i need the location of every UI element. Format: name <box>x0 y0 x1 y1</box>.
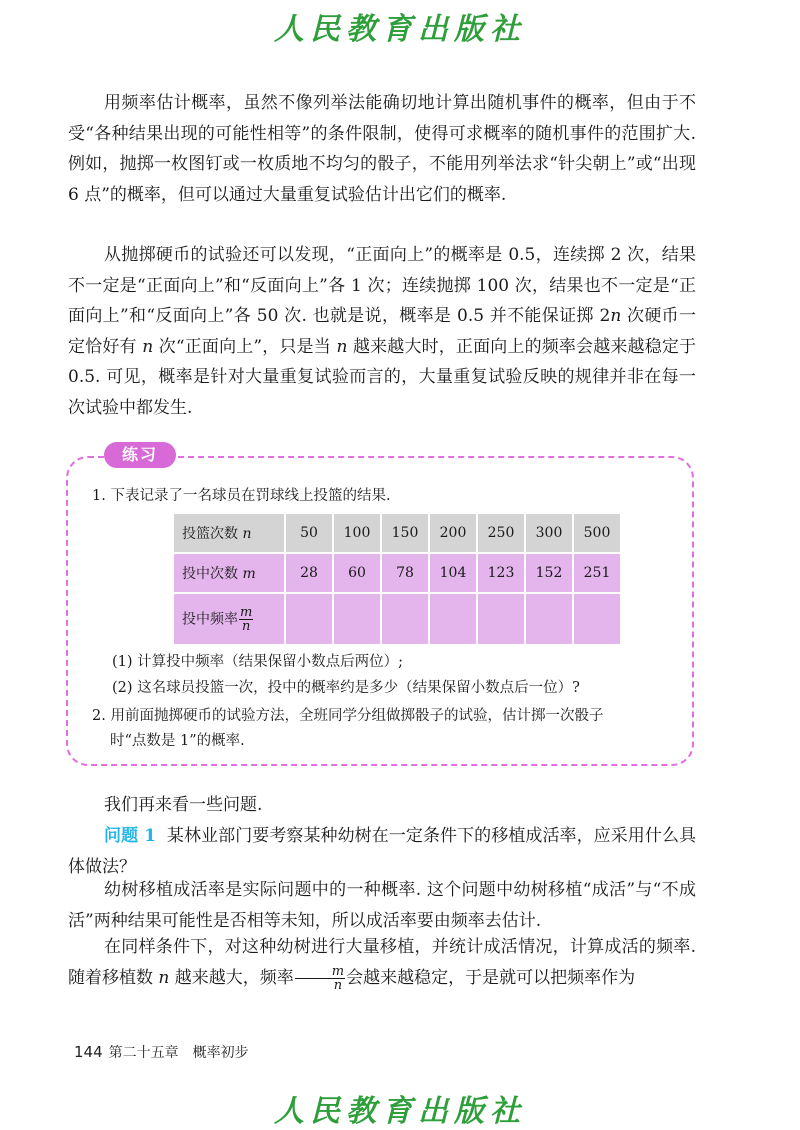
paragraph-transplant: 在同样条件下，对这种幼树进行大量移植，并统计成活情况，计算成活的频率. 随着移植数 n 越来越大，频率 $\frac{m}{n}$ 会越来越稳定，于是就可以把频率作为 <box>68 937 696 993</box>
publisher-logo-bottom: 人民教育出版社 <box>274 1094 526 1129</box>
frequency-cell <box>477 593 525 645</box>
frequency-cell <box>525 593 573 645</box>
shots-cell: 100 <box>333 513 381 553</box>
shots-cell: 250 <box>477 513 525 553</box>
chapter-label: 第二十五章 <box>108 1045 179 1061</box>
exercise-tag: 练习 <box>104 442 176 468</box>
frequency-cell <box>573 593 621 645</box>
frequency-cell <box>381 593 429 645</box>
row-label-hits: 投中次数 m <box>173 553 285 593</box>
chapter-title: 概率初步 <box>192 1045 249 1061</box>
table-row-hits <box>173 553 621 593</box>
hits-cell: 123 <box>477 553 525 593</box>
problem-1: 问题 1 某林业部门要考察某种幼树在一定条件下的移植成活率，应采用什么具体做法？ <box>68 826 697 877</box>
table-row-shots <box>173 513 621 553</box>
frequency-cell <box>333 593 381 645</box>
exercise-question-1: 1. 下表记录了一名球员在罚球线上投篮的结果. <box>92 488 391 504</box>
hits-cell: 28 <box>285 553 333 593</box>
shots-cell: 500 <box>573 513 621 553</box>
shots-cell: 300 <box>525 513 573 553</box>
page-footer <box>74 1042 249 1062</box>
hits-cell: 104 <box>429 553 477 593</box>
paragraph-survival-rate: 幼树移植成活率是实际问题中的一种概率. 这个问题中幼树移植“成活”与“不成活”两种结果可能性是否相等未知，所以成活率要由频率去估计. <box>68 880 696 931</box>
paragraph-coin-toss: 从抛掷硬币的试验还可以发现，“正面向上”的概率是 0.5，连续掷 2 次，结果不一定是“正面向上”和“反面向上”各 1 次；连续抛掷 100 次，结果也不一定是“正面向上”和“反面向上”各 50 次. 也就是说，概率是 0.5 并不能保证掷 2n 次硬币一定恰好有 n 次“正面向上”，只是当 n 越来越大时，正面向上的频率会越来越稳定于 0.5. 可见，概率是针对大量重复试验而言的，大量重复试验反映的规律并非在每一次试验中都发生. <box>68 245 697 418</box>
fraction-m-over-n: $\frac{m}{n}$ <box>240 604 253 634</box>
frequency-cell <box>285 593 333 645</box>
paragraph-frequency-estimate: 用频率估计概率，虽然不像列举法能确切地计算出随机事件的概率，但由于不受“各种结果出现的可能性相等”的条件限制，使得可求概率的随机事件的范围扩大. 例如，抛掷一枚图钉或一枚质地不均匀的骰子，不能用列举法求“针尖朝上”或“出现 6 点”的概率，但可以通过大量重复试验估计出它们的概率. <box>68 93 696 205</box>
hits-cell: 251 <box>573 553 621 593</box>
exercise-question-1-part-1: (1) 计算投中频率（结果保留小数点后两位）; <box>112 654 404 670</box>
shots-cell: 150 <box>381 513 429 553</box>
hits-cell: 78 <box>381 553 429 593</box>
fraction-m-over-n-inline: $\frac{m}{n}$ <box>295 965 345 992</box>
frequency-cell <box>429 593 477 645</box>
hits-cell: 60 <box>333 553 381 593</box>
exercise-question-2: 2. 用前面抛掷硬币的试验方法，全班同学分组做掷骰子的试验，估计掷一次骰子 <box>92 708 604 724</box>
publisher-logo-top: 人民教育出版社 <box>274 12 526 47</box>
exercise-question-2-continued: 时“点数是 1”的概率. <box>110 733 245 749</box>
row-label-shots: 投篮次数 n <box>173 513 285 553</box>
shooting-table <box>172 512 622 646</box>
paragraph-more-problems: 我们再来看一些问题. <box>104 795 263 815</box>
exercise-question-1-part-2: (2) 这名球员投篮一次，投中的概率约是多少（结果保留小数点后一位）? <box>112 680 580 696</box>
page-number: 144 <box>74 1043 103 1061</box>
shots-cell: 200 <box>429 513 477 553</box>
row-label-frequency: 投中频率 $\frac{m}{n}$ <box>173 593 285 645</box>
problem-1-label: 问题 1 <box>104 826 156 846</box>
shots-cell: 50 <box>285 513 333 553</box>
hits-cell: 152 <box>525 553 573 593</box>
table-row-frequency <box>173 593 621 645</box>
